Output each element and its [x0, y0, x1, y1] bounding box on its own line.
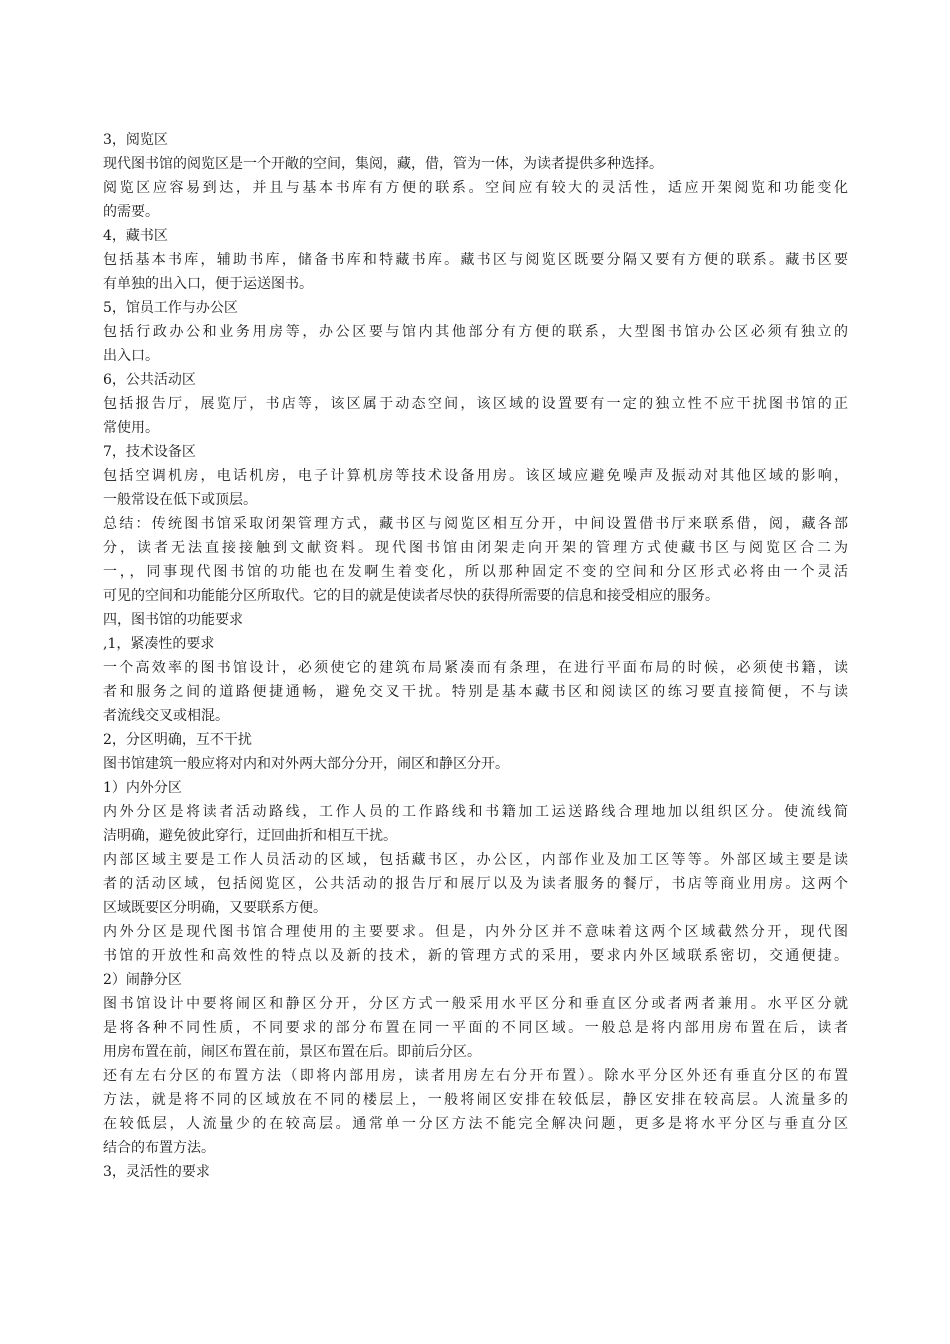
- text-line: 2）闹静分区: [103, 972, 182, 988]
- text-line: 的需要。: [103, 204, 159, 220]
- text-line: 内外分区是将读者活动路线，工作人员的工作路线和书籍加工运送路线合理地加以组织区分。使流线简: [103, 804, 848, 820]
- text-line: 有单独的出入口，便于运送图书。: [103, 276, 313, 292]
- text-line: 内部区域主要是工作人员活动的区域，包括藏书区，办公区，内部作业及加工区等等。外部区域主要是读: [103, 852, 848, 868]
- text-line: 还有左右分区的布置方法（即将内部用房，读者用房左右分开布置）。除水平分区外还有垂直分区的布置: [103, 1068, 848, 1084]
- text-line: 包括空调机房，电话机房，电子计算机房等技术设备用房。该区域应避免噪声及振动对其他区域的影响，: [103, 468, 848, 484]
- text-line: 3，灵活性的要求: [103, 1164, 210, 1180]
- text-line: 用房布置在前，闹区布置在前，景区布置在后。即前后分区。: [103, 1044, 481, 1060]
- text-line: 包括基本书库，辅助书库，储备书库和特藏书库。藏书区与阅览区既要分隔又要有方便的联系。藏书区要: [103, 252, 848, 268]
- text-line: 3，阅览区: [103, 132, 168, 148]
- text-line: 四，图书馆的功能要求: [103, 612, 243, 628]
- text-line: 书馆的开放性和高效性的特点以及新的技术，新的管理方式的采用，要求内外区域联系密切，交通便捷。: [103, 948, 848, 964]
- text-line: ,1，紧凑性的要求: [103, 636, 215, 652]
- text-line: 方法，就是将不同的区域放在不同的楼层上，一般将闹区安排在较低层，静区安排在较高层。人流量多的: [103, 1092, 848, 1108]
- text-line: 阅览区应容易到达，并且与基本书库有方便的联系。空间应有较大的灵活性，适应开架阅览和功能变化: [103, 180, 848, 196]
- text-line: 者的活动区域，包括阅览区，公共活动的报告厅和展厅以及为读者服务的餐厅，书店等商业用房。这两个: [103, 876, 848, 892]
- text-line: 者和服务之间的道路便捷通畅，避免交叉干扰。特别是基本藏书区和阅读区的练习要直接简便，不与读: [103, 684, 848, 700]
- text-line: 现代图书馆的阅览区是一个开敞的空间，集阅，藏，借，管为一体，为读者提供多种选择。: [103, 156, 663, 172]
- text-line: 7，技术设备区: [103, 444, 196, 460]
- text-line: 区域既要区分明确，又要联系方便。: [103, 900, 327, 916]
- text-line: 是将各种不同性质，不同要求的部分布置在同一平面的不同区域。一般总是将内部用房布置在后，读者: [103, 1020, 848, 1036]
- text-line: 包括行政办公和业务用房等，办公区要与馆内其他部分有方便的联系，大型图书馆办公区必须有独立的: [103, 324, 848, 340]
- text-line: 者流线交叉或相混。: [103, 708, 229, 724]
- text-line: 一般常设在低下或顶层。: [103, 492, 257, 508]
- text-line: 出入口。: [103, 348, 159, 364]
- text-line: 6，公共活动区: [103, 372, 196, 388]
- text-line: 内外分区是现代图书馆合理使用的主要要求。但是，内外分区并不意味着这两个区域截然分开，现代图: [103, 924, 848, 940]
- document-body: [103, 128, 848, 1184]
- text-line: 在较低层，人流量少的在较高层。通常单一分区方法不能完全解决问题，更多是将水平分区与垂直分区: [103, 1116, 848, 1132]
- text-line: 4，藏书区: [103, 228, 168, 244]
- text-line: 可见的空间和功能能分区所取代。它的目的就是使读者尽快的获得所需要的信息和接受相应的服务。: [103, 588, 719, 604]
- text-line: 5，馆员工作与办公区: [103, 300, 238, 316]
- text-line: 图书馆设计中要将闹区和静区分开，分区方式一般采用水平区分和垂直区分或者两者兼用。水平区分就: [103, 996, 848, 1012]
- text-line: 一，，同事现代图书馆的功能也在发啊生着变化，所以那种固定不变的空间和分区形式必将由一个灵活: [103, 564, 848, 580]
- text-line: 常使用。: [103, 420, 159, 436]
- text-line: 一个高效率的图书馆设计，必须使它的建筑布局紧凑而有条理，在进行平面布局的时候，必须使书籍，读: [103, 660, 848, 676]
- text-line: 1）内外分区: [103, 780, 182, 796]
- text-line: 总结：传统图书馆采取闭架管理方式，藏书区与阅览区相互分开，中间设置借书厅来联系借，阅，藏各部: [103, 516, 848, 532]
- text-line: 包括报告厅，展览厅，书店等，该区属于动态空间，该区域的设置要有一定的独立性不应干扰图书馆的正: [103, 396, 848, 412]
- text-line: 洁明确，避免彼此穿行，迂回曲折和相互干扰。: [103, 828, 397, 844]
- text-line: 图书馆建筑一般应将对内和对外两大部分分开，闹区和静区分开。: [103, 756, 509, 772]
- text-line: 2，分区明确，互不干扰: [103, 732, 252, 748]
- text-line: 结合的布置方法。: [103, 1140, 215, 1156]
- text-line: 分，读者无法直接接触到文献资料。现代图书馆由闭架走向开架的管理方式使藏书区与阅览区合二为: [103, 540, 848, 556]
